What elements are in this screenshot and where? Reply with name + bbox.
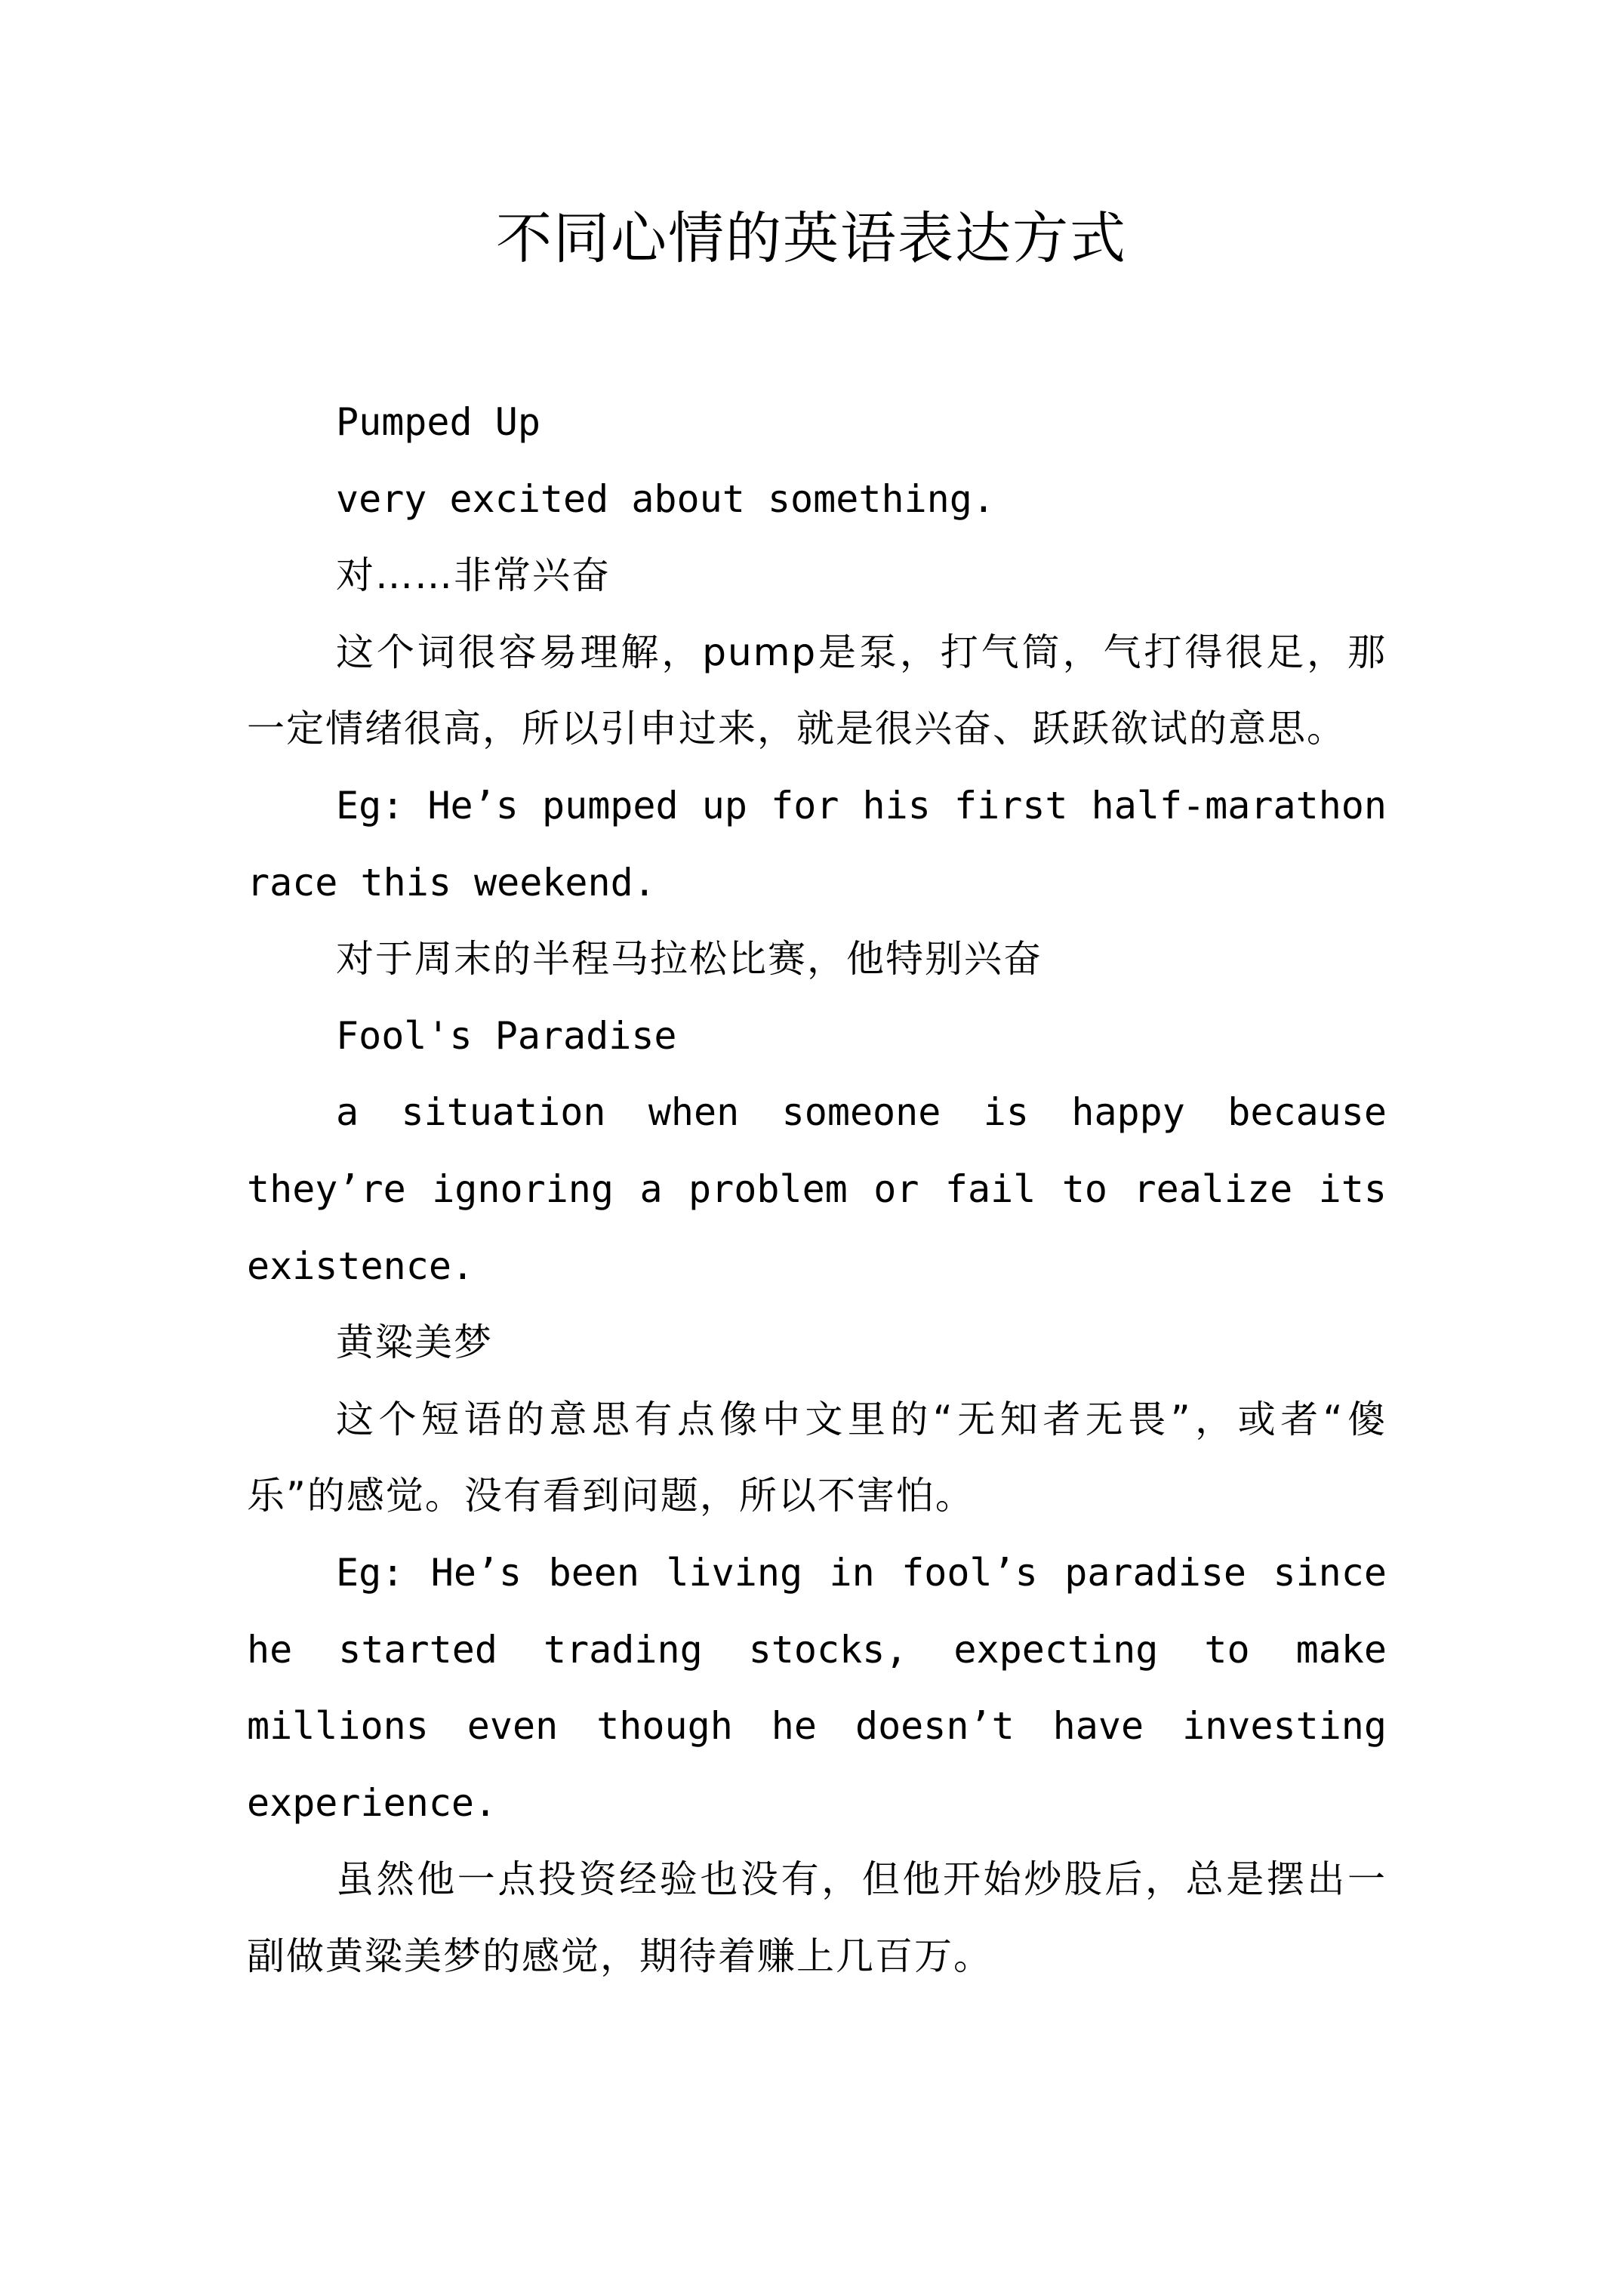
- paragraph-translation: 黄粱美梦: [336, 1321, 493, 1365]
- document-title: 不同心情的英语表达方式: [496, 206, 1127, 271]
- paragraph-example: Eg: He’s been living in fool’s paradise since he started trading stocks, expecting to make millions even though he doesn’t have investing experience.: [247, 1550, 1387, 1825]
- paragraph-term: Pumped Up: [336, 400, 540, 444]
- paragraph-explanation: 这个短语的意思有点像中文里的“无知者无畏”，或者“傻乐”的感觉。没有看到问题，所以不害怕。: [247, 1397, 1387, 1518]
- paragraph-example-translation: 对于周末的半程马拉松比赛，他特别兴奋: [336, 937, 1042, 982]
- paragraph-example-translation: 虽然他一点投资经验也没有，但他开始炒股后，总是摆出一副做黄粱美梦的感觉，期待着赚上几百万。: [247, 1857, 1387, 1978]
- paragraph-definition: a situation when someone is happy because they’re ignoring a problem or fail to realize its existence.: [247, 1090, 1387, 1288]
- paragraph-explanation: 这个词很容易理解，pump是泵，打气筒，气打得很足，那一定情绪很高，所以引申过来，就是很兴奋、跃跃欲试的意思。: [247, 630, 1387, 751]
- document-body: [247, 384, 1387, 1995]
- paragraph-definition: very excited about something.: [336, 476, 995, 521]
- paragraph-example: Eg: He’s pumped up for his first half-marathon race this weekend.: [247, 783, 1387, 905]
- paragraph-term: Fool's Paradise: [336, 1013, 677, 1058]
- paragraph-translation: 对……非常兴奋: [336, 553, 611, 598]
